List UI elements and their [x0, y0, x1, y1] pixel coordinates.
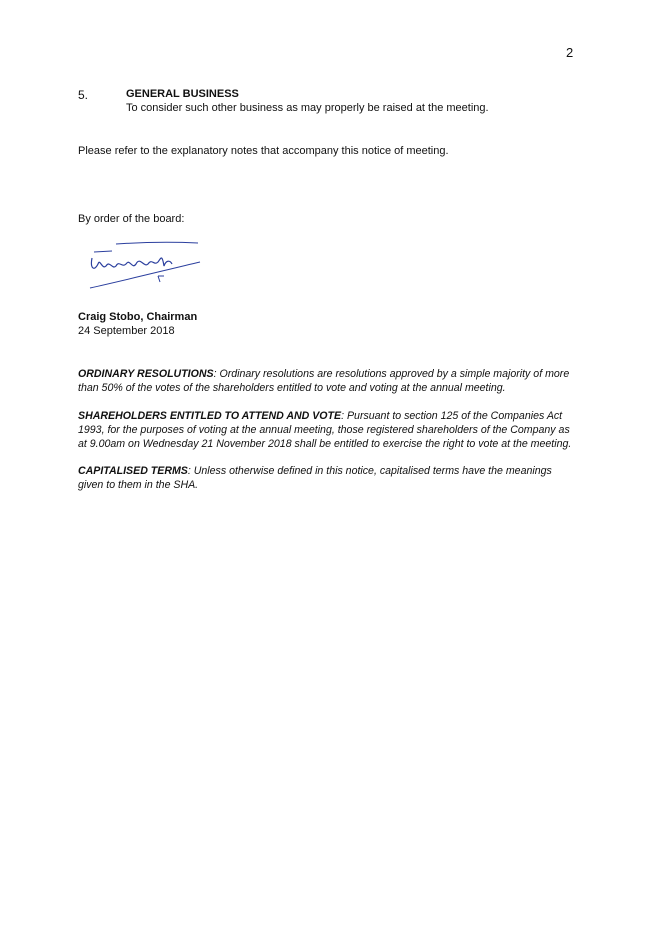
note-term: CAPITALISED TERMS: [78, 465, 188, 477]
note-term: ORDINARY RESOLUTIONS: [78, 368, 214, 380]
note-ordinary-resolutions: [78, 367, 580, 395]
note-capitalised-terms: [78, 464, 580, 492]
page-number: 2: [566, 45, 574, 60]
signature-date: 24 September 2018: [78, 325, 175, 337]
section-text: To consider such other business as may properly be raised at the meeting.: [126, 102, 489, 114]
signature: [86, 240, 206, 296]
note-term: SHAREHOLDERS ENTITLED TO ATTEND AND VOTE: [78, 410, 342, 422]
section-heading: GENERAL BUSINESS: [126, 88, 239, 100]
section-number: 5.: [78, 88, 89, 102]
note-text: : Ordinary resolutions are resolutions approved by a simple majority of more than 50% of the votes of the shareholders entitled to vote and voting at the annual meeting.: [78, 368, 570, 394]
note-text: : Pursuant to section 125 of the Companies Act 1993, for the purposes of voting at the annual meeting, those registered shareholders of the Company as at 9.00am on Wednesday 21 November 2018 shall be entitled to exercise the right to vote at the meeting.: [78, 410, 572, 450]
note-text: : Unless otherwise defined in this notice, capitalised terms have the meanings given to them in the SHA.: [78, 465, 552, 491]
note-shareholders-entitled: [78, 409, 580, 451]
explanatory-notes-text: Please refer to the explanatory notes that accompany this notice of meeting.: [78, 145, 449, 157]
signatory-name: Craig Stobo, Chairman: [78, 311, 198, 323]
by-order-text: By order of the board:: [78, 213, 185, 225]
